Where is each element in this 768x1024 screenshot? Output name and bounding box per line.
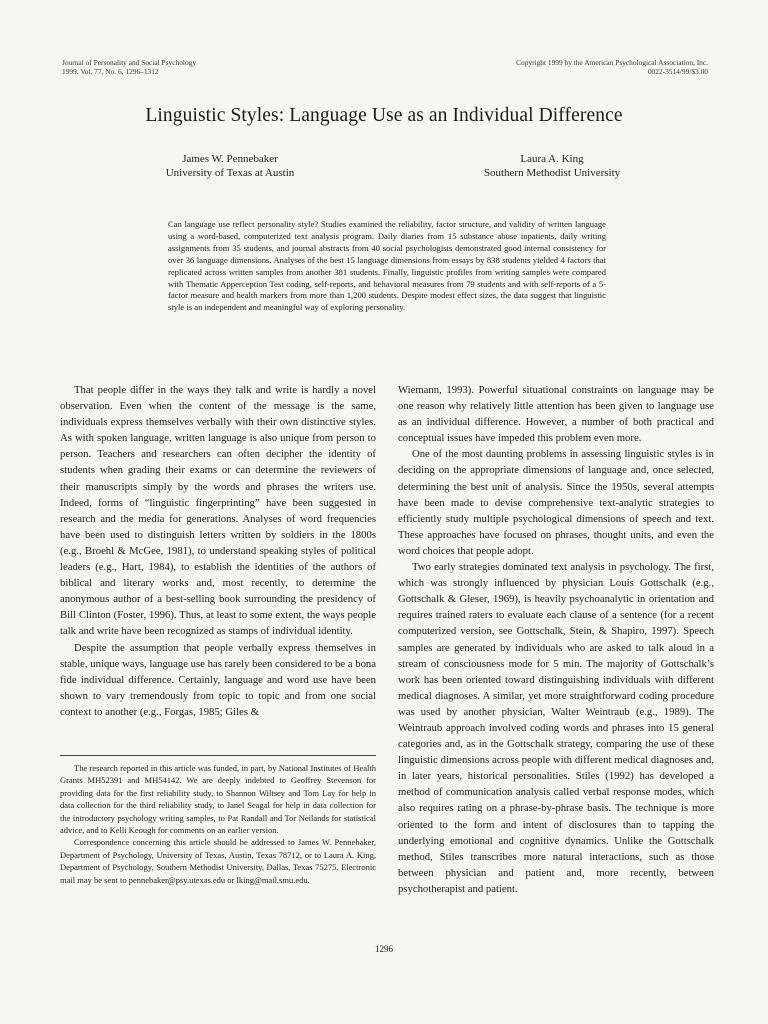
author-affiliation: Southern Methodist University	[483, 167, 621, 179]
paragraph: One of the most daunting problems in assessing linguistic styles is in deciding on the appropriate dimensions of language and, once selected, determining the best unit of analysis. Since the 1950s, several attempts have been made to devise comprehensive text-analytic strategies to efficiently study multiple psychological dimensions of speech and text. These approaches have focused on phrases, thought units, and even the word choices that people adopt.	[398, 448, 714, 557]
article-title: Linguistic Styles: Language Use as an Individual Difference	[145, 105, 623, 126]
footnotes	[60, 762, 376, 886]
page-number: 1296	[375, 944, 393, 954]
paragraph: Wiemann, 1993). Powerful situational constraints on language may be one reason why relatively little attention has been given to language use as an individual difference. However, a number of both practical and conceptual issues have impeded this problem even more.	[398, 384, 714, 445]
footnote-divider	[60, 755, 376, 756]
copyright-notice	[516, 58, 708, 76]
journal-citation	[62, 58, 196, 76]
author-1	[130, 152, 330, 180]
author-affiliation: University of Texas at Austin	[165, 167, 295, 179]
journal-name: Journal of Personality and Social Psychology	[62, 58, 197, 67]
abstract: Can language use reflect personality style? Studies examined the reliability, factor structure, and validity of written language using a word-based, computerized text analysis program. Daily diaries from 15 substance abuse inpatients, daily writing assignments from 35 students, and journal abstracts from 40 social psychologists demonstrated good internal consistency for over 36 language dimensions. Analyses of the best 15 language dimensions from essays by 838 students yielded 4 factors that replicated across written samples from another 381 students. Finally, linguistic profiles from writing samples were compared with Thematic Apperception Test coding, self-reports, and behavioral measures from 79 students and with self-reports of a 5-factor measure and health markers from more than 1,200 students. Despite modest effect sizes, the data suggest that linguistic style is an independent and meaningful way of exploring personality.	[168, 219, 606, 313]
issn-line: 0022-3514/99/$3.00	[647, 67, 708, 76]
footnote-funding: The research reported in this article was funded, in part, by National Institutes of Health Grants MH52391 and MH54142. We are deeply indebted to Geoffrey Stevenson for providing data for the first reliability study, to Shannon Wiltsey and Tom Lay for help in data collection for the third reliability study, to Janel Seagal for help in data collection for the introductory psychology writing samples, to Pat Randall and Tor Neilands for statistical advice, and to Kelli Keough for comments on an earlier version.	[60, 763, 376, 836]
author-name: James W. Pennebaker	[182, 153, 278, 165]
paragraph: Two early strategies dominated text analysis in psychology. The first, which was strongly influenced by physician Louis Gottschalk (e.g., Gottschalk & Gleser, 1969), is heavily psychoanalytic in orientation and requires trained raters to evaluate each clause of a sentence (for a recent computerized version, see Gottschalk, Stein, & Shapiro, 1997). Speech samples are generated by individuals who are asked to talk aloud in a stream of consciousness mode for 5 min. The majority of Gottschalk’s work has been oriented toward distinguishing individuals with different medical diagnoses. A similar, yet more straightforward coding procedure was used by another physician, Walter Weintraub (e.g., 1989). The Weintraub approach involved coding words and phrases into 15 general categories and, as in the Gottschalk strategy, comparing the use of these linguistic dimensions across people with different medical diagnoses and, in later years, historical personalities. Stiles (1992) has developed a method of communication analysis called verbal response modes, which also requires rating on a phrase-by-phrase basis. The technique is more oriented to the form and intent of disclosures than to tapping the underlying emotional and cognitive dynamics. Unlike the Gottschalk method, Stiles transcribes more natural interactions, such as those between physician and patient and, more recently, between psychotherapist and patient.	[398, 561, 714, 895]
copyright-line: Copyright 1999 by the American Psychological Association, Inc.	[516, 58, 708, 67]
paragraph: Despite the assumption that people verbally express themselves in stable, unique ways, language use has rarely been considered to be a bona fide individual difference. Certainly, language and word use have been shown to vary tremendously from topic to topic and from one social context to another (e.g., Forgas, 1985; Giles &	[60, 641, 376, 718]
footnote-correspondence: Correspondence concerning this article should be addressed to James W. Pennebaker, Department of Psychology, University of Texas, Austin, Texas 78712, or to Laura A. King, Department of Psychology, Southern Methodist University, Dallas, Texas 75275. Electronic mail may be sent to pennebaker@psy.utexas.edu or lking@mail.smu.edu.	[60, 837, 376, 885]
paragraph: That people differ in the ways they talk and write is hardly a novel observation. Even when the content of the message is the same, individuals express themselves verbally with their own distinctive styles. As with spoken language, written language is also unique from person to person. Teachers and researchers can often decipher the identity of students when grading their exams or can determine the reviewers of their manuscripts simply by the words and phrases the writers use. Indeed, forms of “linguistic fingerprinting” have been suggested in research and the media for generations. Analyses of word frequencies have been used to distinguish letters written by soldiers in the 1800s (e.g., Broehl & McGee, 1981), to understand speaking styles of political leaders (e.g., Hart, 1984), to establish the identities of the authors of biblical and literary works and, most recently, to determine the anonymous author of a best-selling book surrounding the presidency of Bill Clinton (Foster, 1996). Thus, at least to some extent, the ways people talk and write have been recognized as stamps of individual identity.	[60, 384, 376, 638]
author-2	[452, 152, 652, 180]
author-name: Laura A. King	[520, 153, 584, 165]
body-column-left	[60, 382, 376, 720]
body-column-right	[398, 382, 714, 897]
journal-volume: 1999, Vol. 77, No. 6, 1296–1312	[62, 67, 159, 76]
